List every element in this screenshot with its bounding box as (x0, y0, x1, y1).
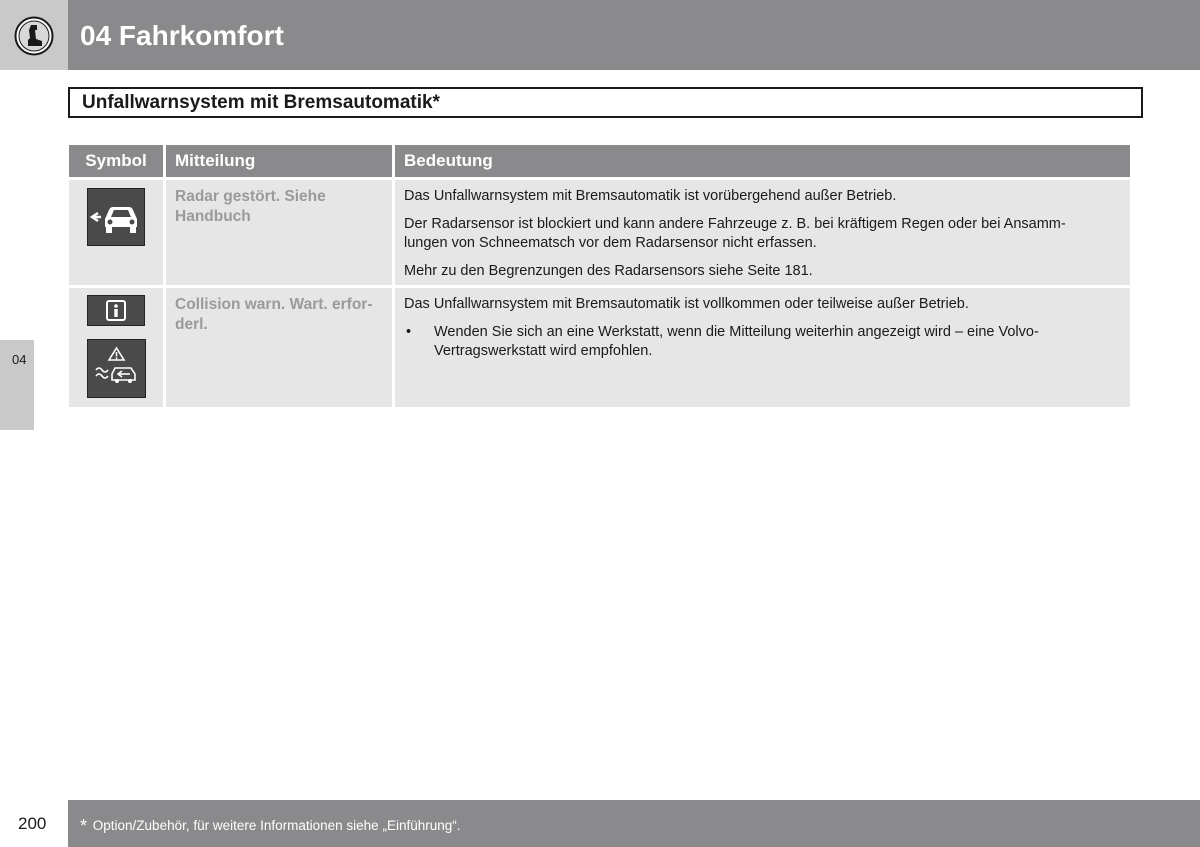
collision-warning-icon (87, 339, 146, 398)
section-title: Unfallwarnsystem mit Bremsautomatik* (68, 87, 1143, 118)
message-line: derl. (175, 316, 208, 333)
footer-bar (68, 800, 1200, 847)
bullet-point: • (406, 324, 412, 340)
message-cell (166, 180, 395, 285)
meaning-cell (395, 288, 1130, 407)
footnote (80, 816, 461, 837)
footnote-text: Option/Zubehör, für weitere Informationen siehe „Einführung“. (92, 818, 461, 833)
bullet-item (404, 323, 1121, 361)
chapter-icon-area (0, 0, 68, 70)
seat-icon (14, 16, 54, 56)
message-table (69, 145, 1130, 407)
page-number: 200 (18, 814, 47, 833)
symbol-cell (69, 180, 166, 285)
footnote-star: * (80, 816, 88, 836)
meaning-paragraph: Das Unfallwarnsystem mit Bremsautomatik ist vollkommen oder teilweise außer Betrieb. (404, 296, 969, 312)
header-bar (68, 0, 1200, 70)
meaning-cell (395, 180, 1130, 285)
bullet-text: Vertragswerkstatt wird empfohlen. (434, 343, 653, 359)
page-number-area (0, 800, 68, 847)
chapter-side-tab (0, 340, 34, 430)
symbol-cell (69, 288, 166, 407)
radar-car-icon (87, 188, 145, 246)
message-line: Handbuch (175, 208, 251, 225)
header-meaning: Bedeutung (404, 151, 493, 170)
header-symbol: Symbol (69, 145, 166, 177)
bullet-text: Wenden Sie sich an eine Werkstatt, wenn die Mitteilung weiterhin angezeigt wird – eine Volvo- (434, 324, 1039, 340)
meaning-paragraph: Das Unfallwarnsystem mit Bremsautomatik ist vorübergehend außer Betrieb. (404, 188, 897, 204)
meaning-paragraph: Der Radarsensor ist blockiert und kann andere Fahrzeuge z. B. bei kräftigem Regen oder bei Ansamm- lungen von Schneematsch vor dem Radarsensor nicht erfassen. (404, 216, 1066, 251)
message-cell (166, 288, 395, 407)
header-message: Mitteilung (166, 145, 395, 177)
meaning-paragraph: Mehr zu den Begrenzungen des Radarsensors siehe Seite 181. (404, 263, 813, 279)
chapter-title: 04 Fahrkomfort (80, 20, 284, 51)
table-row (69, 177, 1130, 285)
side-tab-label: 04 (12, 352, 27, 367)
message-line: Collision warn. Wart. erfor- (175, 296, 373, 313)
message-line: Radar gestört. Siehe (175, 188, 326, 205)
info-icon (87, 295, 145, 326)
table-row (69, 285, 1130, 407)
table-header (69, 145, 1130, 177)
